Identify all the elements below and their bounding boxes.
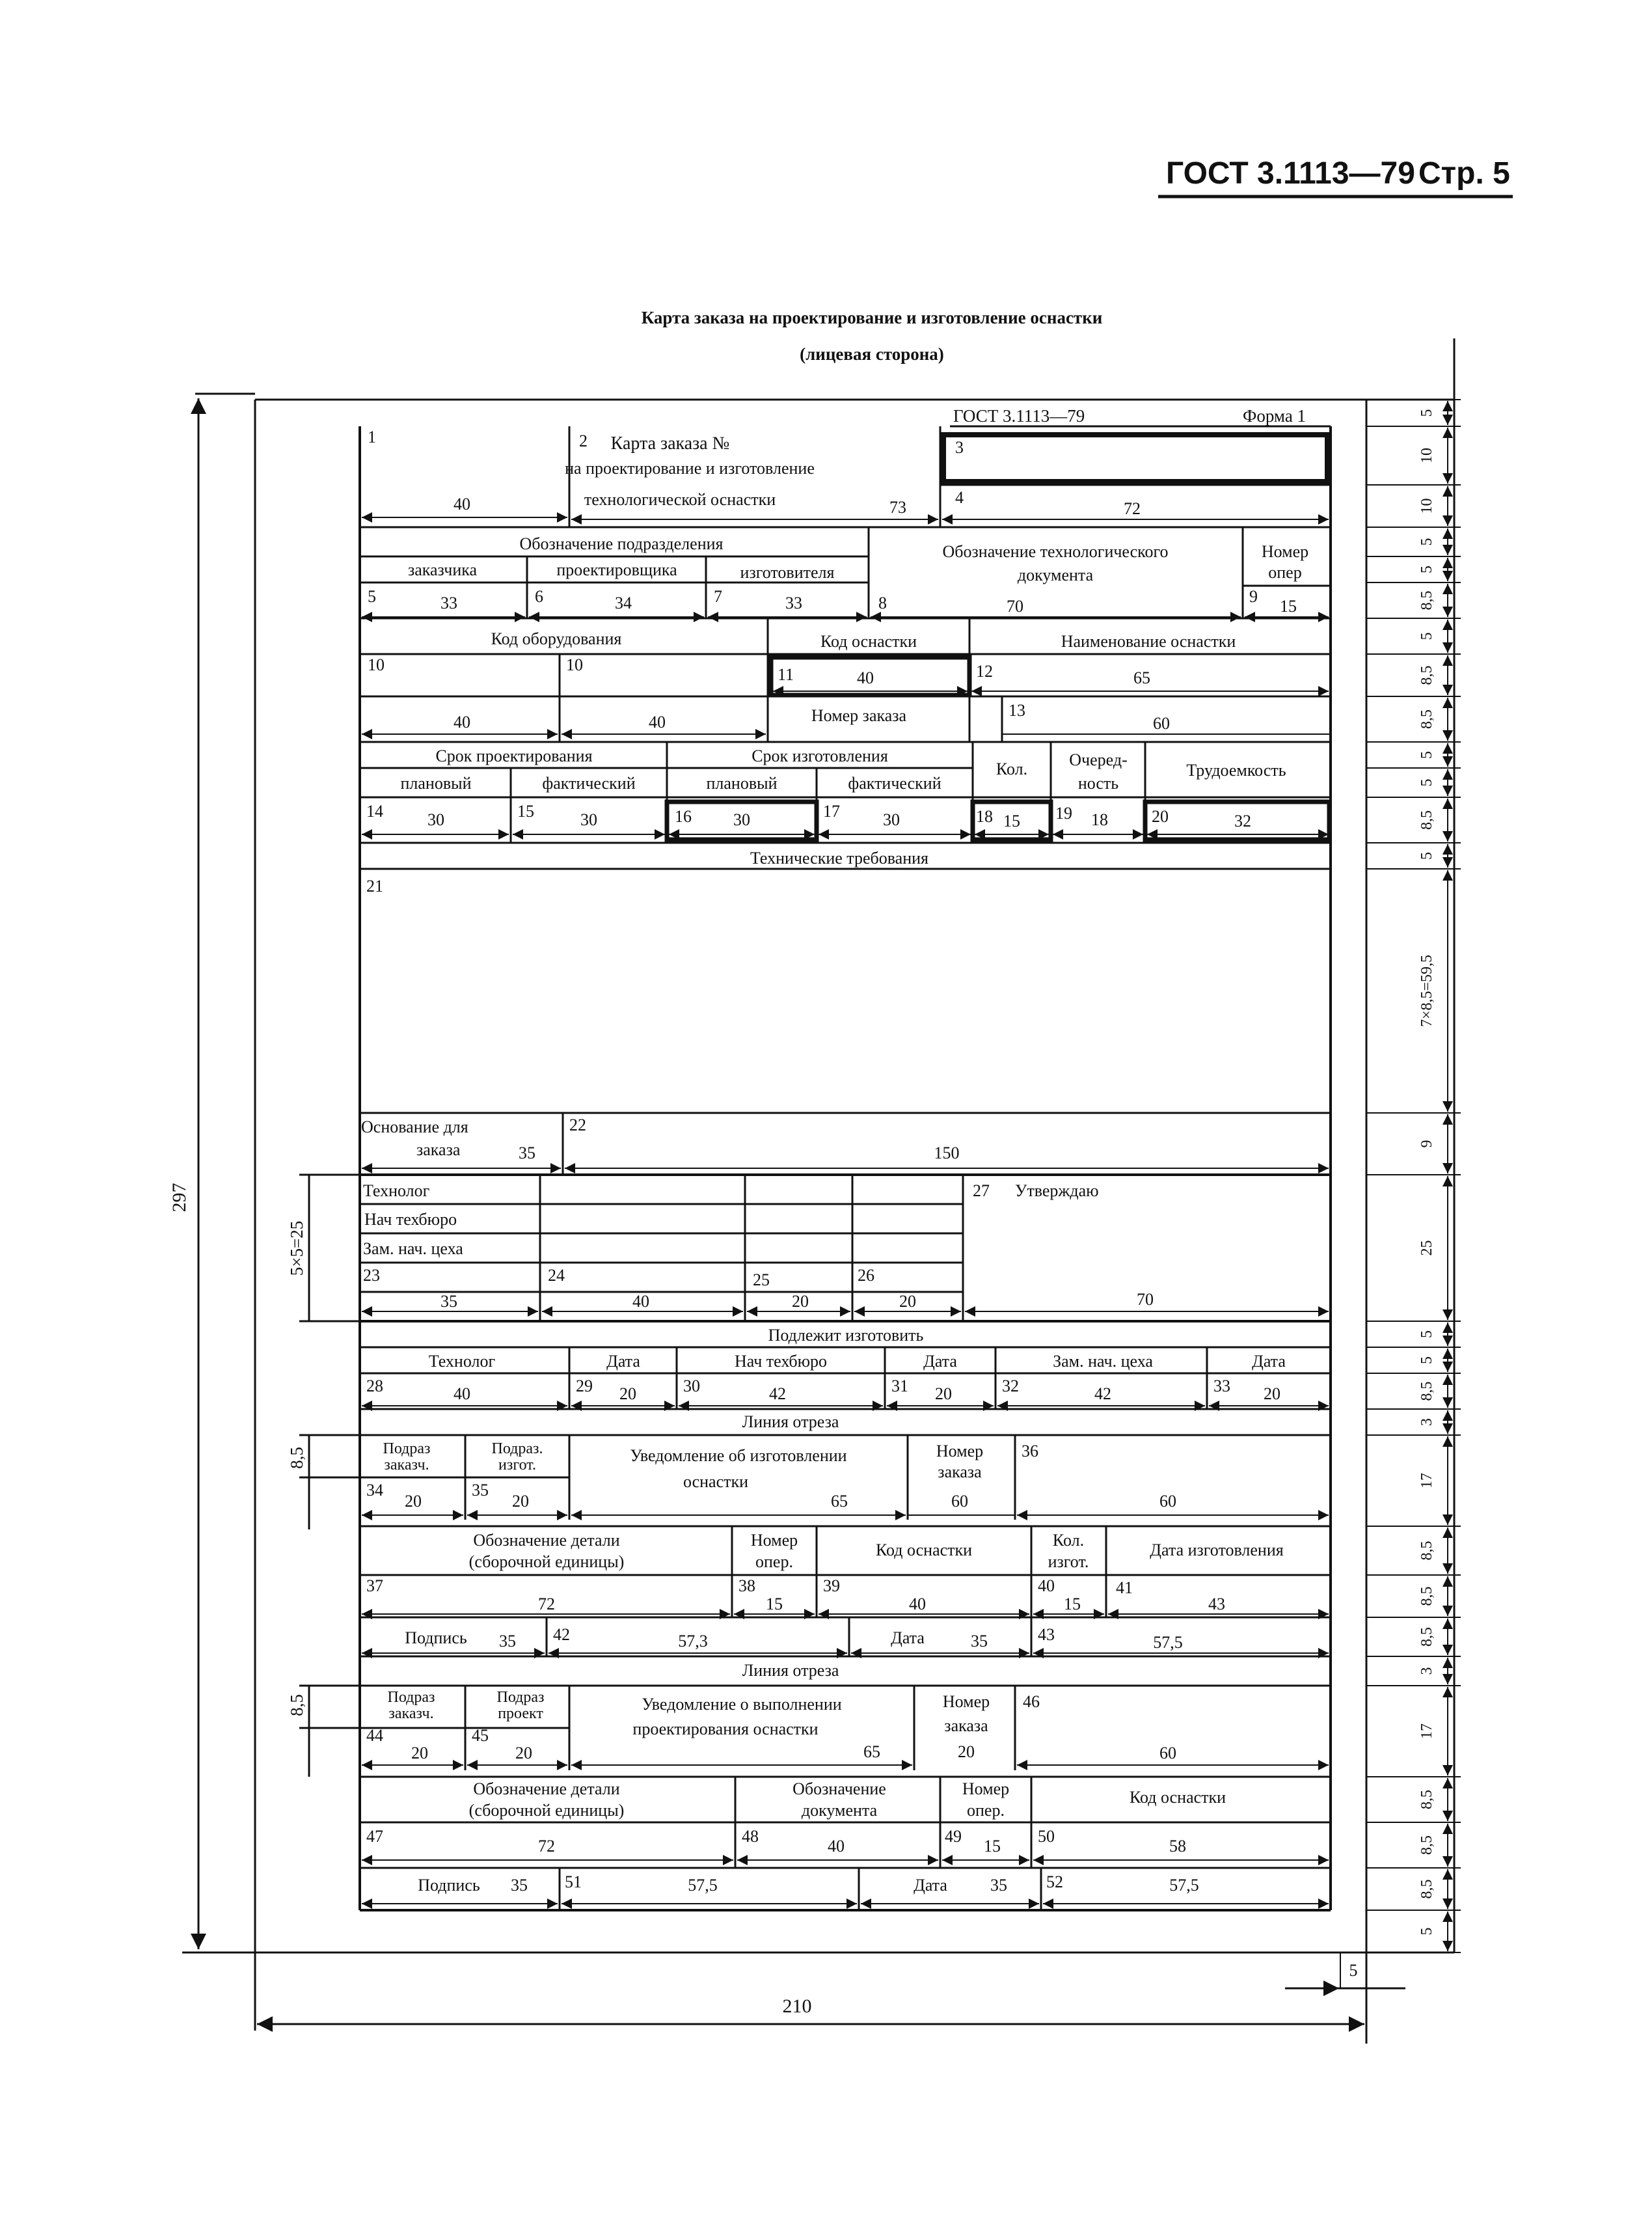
label-manufacture-date: Дата изготовления xyxy=(1150,1541,1284,1559)
label-date-5: Дата xyxy=(914,1876,947,1895)
label-design-unit: Подраз xyxy=(496,1689,545,1706)
field-number: 9 xyxy=(1249,587,1258,606)
field-width: 150 xyxy=(934,1144,960,1162)
label-designer: проектировщика xyxy=(556,560,677,579)
label-tech-requirements: Технические требования xyxy=(750,849,929,868)
right-dimension-label: 5 xyxy=(1418,751,1435,759)
field-width: 40 xyxy=(857,668,874,687)
label-manufacture-notice: Уведомление об изготовлении xyxy=(630,1446,847,1465)
field-number: 39 xyxy=(823,1576,840,1595)
field-width: 60 xyxy=(951,1492,968,1511)
form-number-label: Форма 1 xyxy=(1243,406,1307,426)
field-number: 30 xyxy=(683,1377,700,1395)
field-width: 42 xyxy=(769,1384,786,1403)
label-date: Дата xyxy=(606,1352,640,1371)
field-width: 18 xyxy=(1091,810,1108,829)
field-width: 30 xyxy=(580,810,597,829)
label-technologist: Технолог xyxy=(363,1181,430,1200)
right-dimension-label: 5 xyxy=(1418,409,1435,417)
label-head-bureau: Нач техбюро xyxy=(364,1210,457,1229)
field-number: 49 xyxy=(945,1827,962,1846)
field-width: 72 xyxy=(1124,499,1141,518)
right-dimension-label: 8,5 xyxy=(1418,590,1435,610)
label-customer-unit-2: заказч. xyxy=(384,1457,429,1473)
label-oper-no-4: Номер xyxy=(750,1531,798,1550)
field-width: 15 xyxy=(984,1837,1001,1856)
label-design-term: Срок проектирования xyxy=(435,747,593,765)
field-number: 16 xyxy=(675,807,692,826)
field-number: 13 xyxy=(1009,701,1025,720)
field-width: 60 xyxy=(1159,1744,1176,1762)
field-number: 45 xyxy=(472,1726,489,1745)
form-title-line2: на проектирование и изготовление xyxy=(565,459,815,478)
label-customer: заказчика xyxy=(407,560,478,579)
field-width: 35 xyxy=(971,1632,988,1651)
field-width: 58 xyxy=(1169,1837,1186,1856)
right-dimension-label: 8,5 xyxy=(1418,1835,1435,1855)
right-dimension-label: 8,5 xyxy=(1418,1879,1435,1899)
field-width: 30 xyxy=(733,810,750,829)
field-width: 20 xyxy=(512,1492,529,1511)
label-date-2: Дата xyxy=(923,1352,957,1371)
field-number: 6 xyxy=(535,587,543,606)
field-width: 70 xyxy=(1137,1290,1154,1309)
field-width: 15 xyxy=(1003,812,1020,830)
field-width: 72 xyxy=(538,1837,555,1856)
width-dimension-label: 210 xyxy=(782,1995,812,2017)
label-qty-made: Кол. xyxy=(1052,1531,1085,1550)
field-number: 4 xyxy=(955,488,964,507)
right-dimension-label: 5 xyxy=(1418,1330,1435,1338)
field-number: 14 xyxy=(366,802,383,821)
standard-number: ГОСТ 3.1113—79 xyxy=(1166,156,1415,191)
right-dimension-label: 5 xyxy=(1418,1927,1435,1936)
field-number: 15 xyxy=(517,802,534,821)
field-width: 15 xyxy=(1064,1595,1081,1613)
field-width: 40 xyxy=(454,495,470,514)
label-equipment-code: Код оборудования xyxy=(491,629,622,648)
right-dimension-label: 3 xyxy=(1418,1667,1435,1675)
field-number: 47 xyxy=(366,1827,383,1846)
field-width: 40 xyxy=(828,1837,845,1856)
label-actual-2: фактический xyxy=(848,774,941,793)
label-part-designation-4: (сборочной единицы) xyxy=(468,1801,625,1820)
label-order-no: Номер заказа xyxy=(811,706,907,725)
label-oper-no-5: опер. xyxy=(755,1552,793,1571)
field-width: 20 xyxy=(619,1384,636,1403)
label-technologist-2: Технолог xyxy=(428,1352,496,1371)
right-dimension-label: 17 xyxy=(1418,1473,1435,1488)
label-signature: Подпись xyxy=(405,1628,467,1647)
label-planned-2: плановый xyxy=(706,774,778,793)
label-manufacturer: изготовителя xyxy=(740,563,835,582)
label-part-designation-2: (сборочной единицы) xyxy=(468,1552,625,1571)
label-tech-doc: Обозначение технологического xyxy=(942,542,1169,561)
field-width: 57,3 xyxy=(678,1632,708,1651)
field-width: 40 xyxy=(632,1292,649,1311)
field-number: 8 xyxy=(878,594,887,612)
label-doc-designation-2: документа xyxy=(801,1801,878,1820)
field-number: 18 xyxy=(976,807,993,826)
page-header xyxy=(1158,156,1513,197)
label-doc-designation: Обозначение xyxy=(792,1779,886,1798)
label-date-4: Дата xyxy=(891,1628,925,1647)
right-dimension-label: 8,5 xyxy=(1418,665,1435,685)
field-number: 27 xyxy=(973,1181,990,1200)
field-number: 43 xyxy=(1038,1625,1055,1644)
label-to-manufacture: Подлежит изготовить xyxy=(768,1326,924,1345)
right-dimension-label: 7×8,5=59,5 xyxy=(1418,954,1435,1028)
label-basis-2: заказа xyxy=(416,1140,461,1159)
field-number: 29 xyxy=(576,1377,593,1395)
field-number: 32 xyxy=(1002,1377,1019,1395)
right-dimension-label: 8,5 xyxy=(1418,1627,1435,1647)
field-number: 20 xyxy=(1152,807,1169,826)
right-dimension-label: 3 xyxy=(1418,1418,1435,1426)
right-dimension-label: 10 xyxy=(1418,448,1435,463)
label-oper-no: Номер xyxy=(1261,542,1309,561)
field-number: 50 xyxy=(1038,1827,1055,1846)
field-width: 20 xyxy=(899,1292,916,1311)
label-part-designation-3: Обозначение детали xyxy=(473,1779,620,1798)
field-width: 60 xyxy=(1159,1492,1176,1511)
label-basis: Основание для xyxy=(361,1117,468,1136)
right-dimension-label: 8,5 xyxy=(1418,810,1435,830)
field-number: 25 xyxy=(753,1270,770,1289)
right-dimension-label: 5 xyxy=(1418,566,1435,573)
field-width: 73 xyxy=(889,498,906,517)
field-number: 11 xyxy=(778,665,794,684)
field-width: 34 xyxy=(615,594,632,612)
form-title-line1: Карта заказа № xyxy=(610,433,730,454)
label-quantity: Кол. xyxy=(995,760,1028,778)
field-width: 60 xyxy=(1153,714,1170,733)
label-tooling-name: Наименование оснастки xyxy=(1061,632,1236,651)
field-number: 1 xyxy=(368,428,376,446)
label-priority: Очеред- xyxy=(1069,750,1128,769)
right-dimension-label: 10 xyxy=(1418,498,1435,514)
field-number: 23 xyxy=(363,1266,380,1285)
field-width: 35 xyxy=(519,1144,535,1162)
right-dimension-label: 17 xyxy=(1418,1723,1435,1739)
label-order-no-3: заказа xyxy=(938,1462,982,1481)
field-number: 38 xyxy=(738,1576,755,1595)
field-width: 40 xyxy=(649,713,666,732)
label-head-bureau-2: Нач техбюро xyxy=(734,1352,828,1371)
right-dimension-label: 8,5 xyxy=(1418,1586,1435,1606)
field-width: 65 xyxy=(863,1742,880,1761)
field-width: 70 xyxy=(1007,597,1023,616)
field-number: 46 xyxy=(1023,1692,1040,1711)
field-number: 24 xyxy=(548,1266,565,1285)
label-maker-unit: Подраз. xyxy=(491,1440,543,1457)
field-number: 7 xyxy=(714,587,722,606)
label-tooling-code: Код оснастки xyxy=(820,632,917,651)
field-width: 35 xyxy=(499,1632,516,1651)
form-title-line3: технологической оснастки xyxy=(584,490,776,509)
height-dimension xyxy=(169,398,198,1949)
field-number: 31 xyxy=(891,1377,908,1395)
label-part-designation: Обозначение детали xyxy=(473,1531,620,1550)
label-customer-unit-4: заказч. xyxy=(388,1705,434,1722)
page-title: Карта заказа на проектирование и изготовление оснастки xyxy=(641,308,1103,327)
field-number: 40 xyxy=(1038,1576,1055,1595)
field-width: 57,5 xyxy=(688,1876,718,1895)
label-cut-line: Линия отреза xyxy=(742,1412,839,1431)
label-subdivision: Обозначение подразделения xyxy=(519,534,724,553)
page-subtitle: (лицевая сторона) xyxy=(800,344,944,364)
label-tooling-code-2: Код оснастки xyxy=(875,1541,973,1559)
field-width: 30 xyxy=(427,810,444,829)
page-number: Стр. 5 xyxy=(1418,156,1510,191)
right-dimension-label: 5 xyxy=(1418,778,1435,787)
field-number: 48 xyxy=(742,1827,759,1846)
field-width: 40 xyxy=(909,1595,926,1613)
field-number: 34 xyxy=(366,1481,383,1500)
field-number: 10 xyxy=(368,655,385,674)
field-number: 22 xyxy=(569,1116,586,1134)
left-dimension-8-5-a: 8,5 xyxy=(287,1447,306,1469)
field-number: 10 xyxy=(566,655,583,674)
label-oper-no-7: опер. xyxy=(967,1801,1005,1820)
label-deputy-head: Зам. нач. цеха xyxy=(363,1239,463,1258)
field-width: 65 xyxy=(1133,668,1150,687)
field-width: 35 xyxy=(990,1876,1007,1895)
field-width: 20 xyxy=(515,1744,532,1762)
label-customer-unit-3: Подраз xyxy=(387,1689,435,1706)
field-number: 12 xyxy=(976,662,993,681)
label-maker-unit-2: изгот. xyxy=(498,1457,536,1473)
field-width: 43 xyxy=(1208,1595,1225,1613)
field-number: 17 xyxy=(823,802,840,821)
right-dimension-label: 8,5 xyxy=(1418,1381,1435,1401)
label-qty-made-2: изгот. xyxy=(1048,1552,1089,1571)
field-number: 52 xyxy=(1046,1872,1063,1891)
cell-3-bold xyxy=(943,435,1327,482)
field-width: 30 xyxy=(883,810,900,829)
field-number: 3 xyxy=(955,438,964,457)
label-completion-notice-2: проектирования оснастки xyxy=(632,1719,819,1738)
label-design-unit-2: проект xyxy=(498,1705,543,1722)
field-width: 35 xyxy=(440,1292,457,1311)
field-number: 5 xyxy=(368,587,376,606)
label-completion-notice: Уведомление о выполнении xyxy=(642,1695,842,1714)
field-number: 33 xyxy=(1213,1377,1230,1395)
height-dimension-label: 297 xyxy=(169,1183,190,1212)
label-tooling-code-3: Код оснастки xyxy=(1129,1788,1226,1807)
field-number: 41 xyxy=(1116,1578,1133,1597)
right-dimension-label: 25 xyxy=(1418,1240,1435,1256)
label-customer-unit: Подраз xyxy=(383,1440,431,1457)
right-dimension-label: 5 xyxy=(1418,538,1435,546)
right-dimension-label: 5 xyxy=(1418,852,1435,860)
field-width: 20 xyxy=(935,1384,952,1403)
label-oper-no-6: Номер xyxy=(962,1779,1010,1798)
right-dimension-label: 9 xyxy=(1418,1140,1435,1148)
right-margin-label: 5 xyxy=(1349,1961,1358,1980)
label-tech-doc-2: документа xyxy=(1017,566,1094,584)
label-order-no-2: Номер xyxy=(936,1442,984,1460)
field-width: 20 xyxy=(1264,1384,1280,1403)
field-number: 26 xyxy=(858,1266,874,1285)
left-dimension-8-5-b: 8,5 xyxy=(287,1694,306,1716)
label-priority-2: ность xyxy=(1077,774,1119,793)
label-order-no-4: Номер xyxy=(942,1692,990,1711)
label-actual: фактический xyxy=(542,774,636,793)
width-dimension xyxy=(257,1952,1366,2024)
label-cut-line-2: Линия отреза xyxy=(742,1661,839,1680)
field-width: 57,5 xyxy=(1169,1876,1199,1895)
right-dimension-label: 8,5 xyxy=(1418,1541,1435,1561)
field-number: 36 xyxy=(1022,1442,1038,1460)
label-planned: плановый xyxy=(400,774,472,793)
field-width: 42 xyxy=(1094,1384,1111,1403)
field-width: 35 xyxy=(511,1876,528,1895)
field-width: 33 xyxy=(785,594,802,612)
label-signature-2: Подпись xyxy=(418,1876,480,1895)
label-labor: Трудоемкость xyxy=(1186,761,1286,780)
field-width: 15 xyxy=(1280,597,1297,616)
field-width: 20 xyxy=(792,1292,809,1311)
left-dimension-25: 5×5=25 xyxy=(287,1220,306,1276)
field-width: 20 xyxy=(958,1742,975,1761)
right-dimension-label: 5 xyxy=(1418,1356,1435,1364)
label-order-no-5: заказа xyxy=(944,1716,988,1735)
right-dimension-column xyxy=(1366,400,1461,1952)
field-width: 72 xyxy=(538,1595,555,1613)
field-number: 42 xyxy=(553,1625,570,1644)
field-width: 33 xyxy=(440,594,457,612)
field-number: 19 xyxy=(1055,804,1072,823)
label-oper-no-2: опер xyxy=(1268,563,1302,582)
right-dimension-label: 8,5 xyxy=(1418,1790,1435,1809)
field-width: 65 xyxy=(831,1492,848,1511)
field-width: 20 xyxy=(405,1492,422,1511)
right-dimension-label: 5 xyxy=(1418,632,1435,640)
field-width: 20 xyxy=(411,1744,428,1762)
field-width: 32 xyxy=(1234,812,1251,830)
label-manufacture-term: Срок изготовления xyxy=(752,747,888,765)
form-gost-label: ГОСТ 3.1113—79 xyxy=(953,406,1085,426)
left-dimension-blocks xyxy=(299,1175,360,1777)
form-text xyxy=(361,406,1308,1895)
field-number: 21 xyxy=(366,877,383,896)
field-number: 28 xyxy=(366,1377,383,1395)
label-deputy-head-2: Зам. нач. цеха xyxy=(1053,1352,1153,1371)
field-number: 51 xyxy=(565,1872,582,1891)
field-number: 35 xyxy=(472,1481,489,1500)
field-number: 2 xyxy=(579,432,588,450)
field-number: 37 xyxy=(366,1576,383,1595)
field-number: 44 xyxy=(366,1726,383,1745)
field-width: 15 xyxy=(766,1595,783,1613)
label-approve: Утверждаю xyxy=(1015,1181,1099,1200)
right-dimension-label: 8,5 xyxy=(1418,709,1435,729)
field-width: 40 xyxy=(454,1384,470,1403)
label-date-3: Дата xyxy=(1252,1352,1286,1371)
field-width: 57,5 xyxy=(1153,1633,1183,1652)
label-manufacture-notice-2: оснастки xyxy=(683,1472,749,1491)
field-width: 40 xyxy=(454,713,470,732)
